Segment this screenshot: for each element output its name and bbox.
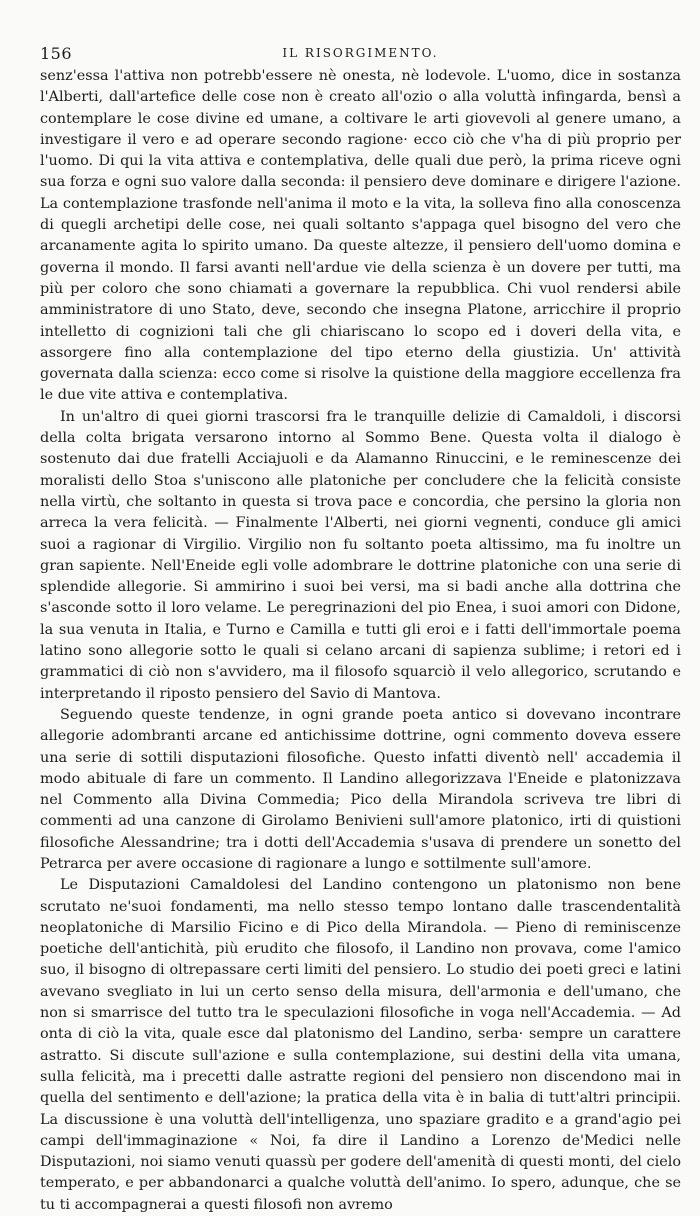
paragraph-4: Le Disputazioni Camaldolesi del Landino contengono un platonismo non bene scrutato ne'suoi fondamenti, ma nello stesso tempo lontano dalle trascendentalità neoplatoniche di Marsilio Ficino e di Pico della Mirandola. — Pieno di reminiscenze poetiche dell'antichità, più erudito che filosofo, il Landino non provava, come l'amico suo, il bisogno di oltrepassare certi limiti del pensiero. Lo studio dei poeti greci e latini avevano svegliato in lui un certo senso della misura, dell'armonia e dell'umano, che non si smarrisce del tutto tra le speculazioni filosofiche in voga nell'Accademia. — Ad onta di ciò la vita, quale esce dal platonismo del Landino, serba· sempre un carattere astratto. Si discute sull'azione e sulla contemplazione, sui destini della vita umana, sulla felicità, ma i precetti dalle astratte regioni del pensiero non discendono mai in quella del sentimento e dell'azione; la pratica della vita è in balia di tutt'altri principii. La discussione è una voluttà dell'intelligenza, uno spaziare gradito e a grand'agio pei campi dell'immaginazione « Noi, fa dire il Landino a Lorenzo de'Medici nelle Disputazioni, noi siamo venuti quassù per godere dell'amenità di questi monti, del cielo temperato, e per abbandonarci a qualche voluttà dell'animo. Io spero, adunque, che se tu ti accompagnerai a questi filosofi non avremo [40, 877, 681, 1213]
paragraph-1: senz'essa l'attiva non potrebb'essere nè onesta, nè lodevole. L'uomo, dice in sostanza l'Alberti, dall'artefice delle cose non è creato all'ozio o alla voluttà infingarda, bensì a contemplare le cose divine ed umane, a coltivare le arti giovevoli al genere umano, a investigare il vero e ad operare secondo ragione· ecco ciò che v'ha di più proprio per l'uomo. Di qui la vita attiva e contemplativa, delle quali due però, la prima riceve ogni sua forza e ogni suo valore dalla seconda: il pensiero deve dominare e dirigere l'azione. La contemplazione trasfonde nell'anima il moto e la vita, la solleva fino alla conoscenza di quegli archetipi delle cose, nei quali soltanto s'appaga quel bisogno del vero che arcanamente agita lo spirito umano. Da queste altezze, il pensiero dell'uomo domina e governa il mondo. Il farsi avanti nell'ardue vie della scienza è un dovere per tutti, ma più per coloro che sono chiamati a governare la repubblica. Chi vuol rendersi abile amministratore di uno Stato, deve, secondo che insegna Platone, arricchire il proprio intelletto di cognizioni tali che gli chiariscano lo scopo ed i doveri della vita, e assorgere fino alla contemplazione del tipo eterno della giustizia. Un' attività governata dalla scienza: ecco come si risolve la quistione della maggiore eccellenza fra le due vite attiva e contemplativa. [40, 68, 681, 404]
paragraph-3: Seguendo queste tendenze, in ogni grande poeta antico si dovevano incontrare allegorie adombranti arcane ed antichissime dottrine, ogni commento doveva essere una serie di sottili disputazioni filosofiche. Questo infatti diventò nell' accademia il modo abituale di fare un commento. Il Landino allegorizzava l'Eneide e platonizzava nel Commento alla Divina Commedia; Pico della Mirandola scriveva tre libri di commenti ad una canzone di Girolamo Benivieni sull'amore platonico, irti di quistioni filosofiche Alessandrine; tra i dotti dell'Accademia s'usava di prendere un sonetto del Petrarca per avere occasione di ragionare a lungo e sottilmente sull'amore. [40, 706, 681, 872]
page-number: 156 [40, 44, 73, 63]
body-text [40, 66, 681, 1216]
running-head [40, 40, 681, 66]
paragraph-2: In un'altro di quei giorni trascorsi fra le tranquille delizie di Camaldoli, i discorsi della colta brigata versarono intorno al Sommo Bene. Questa volta il dialogo è sostenuto dai due fratelli Acciajuoli e da Alamanno Rinuccini, e le reminescenze dei moralisti dello Stoa s'uniscono alle platoniche per concludere che la felicità consiste nella virtù, che soltanto in questa si trova pace e concordia, che persino la gloria non arreca la vera felicità. — Finalmente l'Alberti, nei giorni vegnenti, conduce gli amici suoi a ragionar di Virgilio. Virgilio non fu soltanto poeta altissimo, ma fu inoltre un gran sapiente. Nell'Eneide egli volle adombrare le dottrine platoniche con una serie di splendide allegorie. Si ammirino i suoi bei versi, ma si badi anche alla dottrina che s'asconde sotto il loro velame. Le peregrinazioni del pio Enea, i suoi amori con Didone, la sua venuta in Italia, e Turno e Camilla e tutti gli eroi e i fatti dell'immortale poema latino sono allegorie sotto le quali si celano arcani di sapienza sublime; i retori ed i grammatici di ciò non s'avvidero, ma il filosofo squarciò il velo allegorico, scrutando e interpretando il riposto pensiero del Savio di Mantova. [40, 408, 681, 702]
running-title: IL RISORGIMENTO. [282, 46, 439, 60]
book-page [40, 40, 681, 1216]
